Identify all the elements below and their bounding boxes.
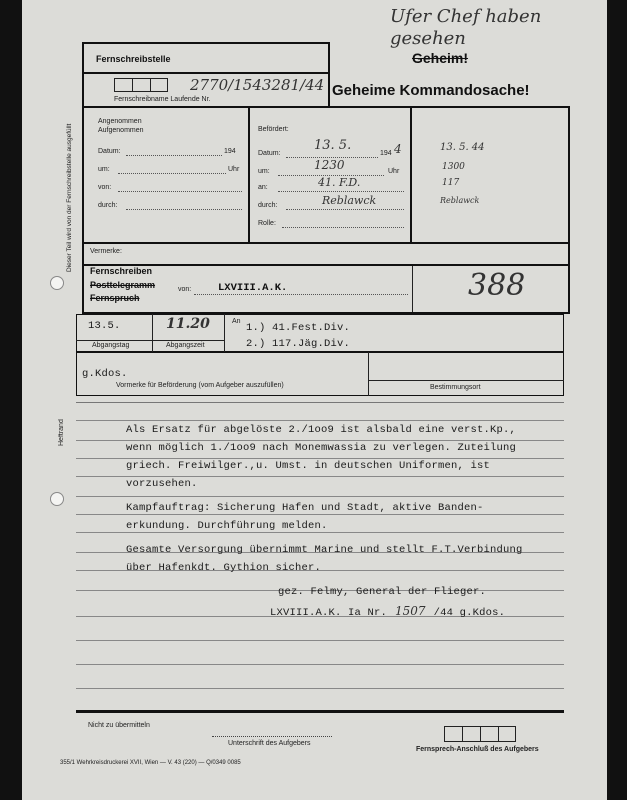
recipient-an-label: An	[232, 318, 241, 325]
fernschreibname-label: Fernschreibname Laufende Nr.	[114, 96, 211, 103]
body-signature: gez. Felmy, General der Flieger.	[278, 586, 487, 598]
forwarded-title: Befördert:	[258, 126, 289, 133]
dispatch-date-value: 13.5.	[88, 320, 121, 332]
binding-hole-top	[50, 276, 64, 290]
body-line-6: erkundung. Durchführung melden.	[126, 520, 328, 532]
telegram-form	[22, 0, 607, 800]
body-reference	[270, 602, 505, 620]
dispatch-time-value: 11.20	[166, 316, 210, 332]
top-handwritten-note: Ufer Chef haben gesehen	[390, 6, 542, 49]
body-line-7: Gesamte Versorgung übernimmt Marine und stellt F.T.Verbindung	[126, 544, 523, 556]
forwarded-rolle-label: Rolle:	[258, 220, 276, 227]
reference-suffix: /44 g.Kdos.	[433, 607, 506, 619]
sender-value: LXVIII.A.K.	[218, 282, 288, 294]
forwarded-an-label: an:	[258, 184, 268, 191]
body-line-1: Als Ersatz für abgelöste 2./1oo9 ist alsbald eine verst.Kp.,	[126, 424, 517, 436]
binding-hole-bottom	[50, 492, 64, 506]
forwarded-second-time: 1300	[442, 162, 465, 172]
type-posttelegramm: Posttelegramm	[90, 280, 156, 290]
body-line-2: wenn möglich 1./1oo9 nach Monemwassia zu verlegen. Zuteilung	[126, 442, 517, 454]
destination-label: Bestimmungsort	[430, 384, 481, 391]
forwarded-second-date: 13. 5. 44	[440, 142, 485, 153]
phone-label: Fernsprech-Anschluß des Aufgebers	[416, 746, 539, 753]
forwarding-notes-row	[76, 352, 564, 396]
sender-von-label: von:	[178, 286, 192, 293]
forwarded-um-value: 1230	[314, 158, 345, 172]
received-durch-label: durch:	[98, 202, 118, 209]
forwarding-notes-value: g.Kdos.	[82, 368, 128, 380]
name-boxes	[114, 78, 168, 92]
received-um-label: um:	[98, 166, 110, 173]
dispatch-time-label: Abgangszeit	[166, 342, 205, 349]
received-von-label: von:	[98, 184, 112, 191]
type-fernschreiben: Fernschreiben	[90, 266, 153, 276]
forwarded-date-label: Datum:	[258, 150, 281, 157]
body-line-8: über Hafenkdt. Gythion sicher.	[126, 562, 322, 574]
recipient-1: 1.) 41.Fest.Div.	[246, 322, 351, 334]
forwarded-date-value: 13. 5.	[314, 138, 352, 153]
heftrand-label: Heftrand	[58, 419, 65, 446]
message-number: 388	[468, 268, 526, 303]
forwarded-durch-label: durch:	[258, 202, 278, 209]
forwarded-year-value: 4	[394, 142, 402, 156]
forwarded-an-value: 41. F.D.	[318, 176, 361, 189]
reference-number: 1507	[395, 604, 426, 618]
received-uhr-label: Uhr	[228, 166, 240, 173]
body-line-4: vorzusehen.	[126, 478, 198, 490]
printer-line: 355/1 Wehrkreisdruckerei XVII, Wien — V. 43 (220) — Q/0349 0085	[60, 760, 241, 766]
laufende-nr-value: 2770/1543281/44	[190, 76, 325, 94]
classification-title: Geheime Kommandosache!	[332, 82, 530, 99]
received-year-suffix: 194	[224, 148, 236, 155]
station-vertical-note: Dieser Teil wird von der Fernschreibstelle ausgefüllt	[66, 123, 73, 272]
dispatch-date-label: Abgangstag	[92, 342, 130, 349]
received-date-label: Datum:	[98, 148, 121, 155]
forwarding-notes-label: Vormerke für Beförderung (vom Aufgeber auszufüllen)	[116, 382, 284, 389]
type-fernspruch: Fernspruch	[90, 293, 140, 303]
forwarded-second-durch: Reblawck	[440, 196, 480, 205]
body-line-3: griech. Freiwilger.,u. Umst. in deutschen Uniformen, ist	[126, 460, 491, 472]
forwarded-um-label: um:	[258, 168, 270, 175]
forwarded-second-an: 117	[442, 178, 460, 188]
received-title-2: Aufgenommen	[98, 127, 144, 134]
vermerke-label: Vermerke:	[90, 248, 122, 255]
forwarded-uhr-label: Uhr	[388, 168, 400, 175]
forwarded-durch-value: Reblawck	[322, 194, 377, 207]
received-title-1: Angenommen	[98, 118, 142, 125]
reference-prefix: LXVIII.A.K. Ia Nr.	[270, 607, 388, 619]
signature-label: Unterschrift des Aufgebers	[228, 740, 311, 747]
recipient-2: 2.) 117.Jäg.Div.	[246, 338, 351, 350]
forwarded-year-suffix: 194	[380, 150, 392, 157]
not-to-transmit-label: Nicht zu übermitteln	[88, 722, 150, 729]
station-label: Fernschreibstelle	[96, 54, 171, 64]
body-line-5: Kampfauftrag: Sicherung Hafen und Stadt, aktive Banden-	[126, 502, 484, 514]
geheim-struck: Geheim!	[412, 50, 469, 66]
